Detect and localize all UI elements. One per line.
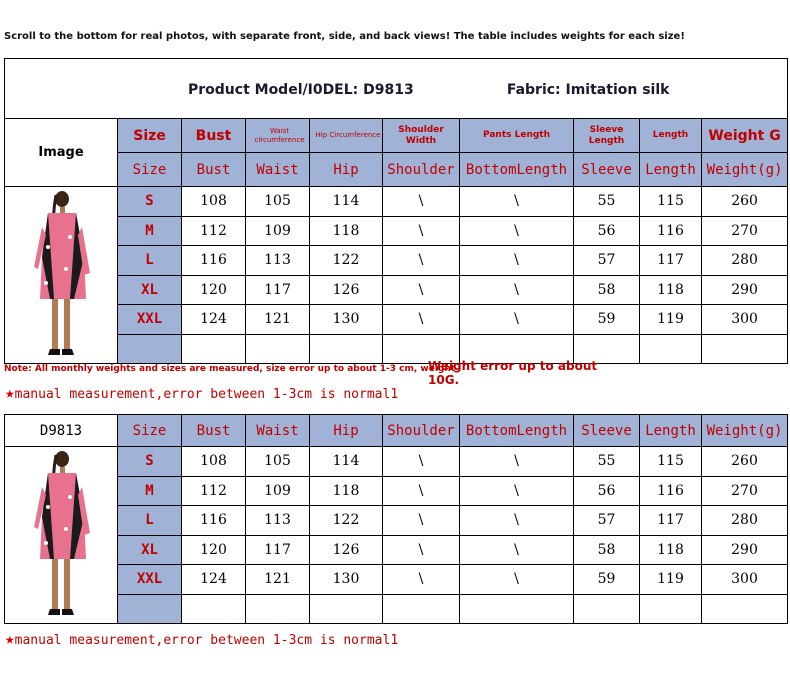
star-icon: ★ (5, 629, 15, 648)
cell-size: L (118, 506, 182, 536)
cell-bust: 124 (182, 565, 246, 595)
cell-size: L (118, 246, 182, 276)
measurement-note: Note: All monthly weights and sizes are measured, size error up to about 1-3 cm, weight (4, 364, 456, 374)
cell-length: 115 (640, 187, 702, 217)
cell-sleeve: 58 (574, 535, 640, 565)
cell-bust: 116 (182, 246, 246, 276)
cell-size: M (118, 476, 182, 506)
cell-waist: 105 (246, 187, 310, 217)
mono-header: Hip (310, 415, 383, 447)
table-row (5, 447, 788, 477)
cell-hip: 114 (310, 187, 383, 217)
cell-sleeve: 58 (574, 275, 640, 305)
cell-size: XL (118, 275, 182, 305)
cell-length: 116 (640, 476, 702, 506)
cell-bust: 120 (182, 535, 246, 565)
cell-waist: 113 (246, 246, 310, 276)
empty-row (5, 334, 788, 364)
manual-note-text: manual measurement,error between 1-3cm is normal1 (14, 387, 399, 402)
cell-hip: 114 (310, 447, 383, 477)
cell-length: 117 (640, 506, 702, 536)
cell-shoulder: \ (383, 187, 460, 217)
cell-bottom: \ (460, 305, 574, 335)
fabric-label: Fabric: Imitation silk (506, 82, 670, 98)
mono-header: Shoulder (383, 153, 460, 187)
cell-weight: 270 (702, 476, 788, 506)
cell-weight: 260 (702, 447, 788, 477)
mono-header: Size (118, 415, 182, 447)
header-length: Length (640, 119, 702, 153)
cell-bottom: \ (460, 246, 574, 276)
cell-bottom: \ (460, 447, 574, 477)
cell-shoulder: \ (383, 506, 460, 536)
cell-shoulder: \ (383, 447, 460, 477)
cell-bottom: \ (460, 216, 574, 246)
mono-header: Length (640, 153, 702, 187)
mono-header: Size (118, 153, 182, 187)
empty-cell (118, 594, 182, 624)
photo-cell (5, 447, 118, 624)
empty-cell (702, 334, 788, 364)
cell-bottom: \ (460, 506, 574, 536)
cell-weight: 280 (702, 246, 788, 276)
cell-weight: 280 (702, 506, 788, 536)
cell-shoulder: \ (383, 565, 460, 595)
manual-note-text: manual measurement,error between 1-3cm is normal1 (14, 633, 399, 648)
cell-sleeve: 56 (574, 476, 640, 506)
cell-bust: 108 (182, 447, 246, 477)
cell-hip: 122 (310, 506, 383, 536)
cell-length: 117 (640, 246, 702, 276)
table-row (5, 246, 788, 276)
empty-cell (246, 594, 310, 624)
empty-cell (702, 594, 788, 624)
cell-bust: 112 (182, 216, 246, 246)
cell-length: 116 (640, 216, 702, 246)
empty-cell (182, 334, 246, 364)
product-model: Product Model/I0DEL: D9813 (188, 82, 414, 98)
cell-shoulder: \ (383, 476, 460, 506)
header-hip: Hip Circumference (310, 119, 383, 153)
cell-hip: 130 (310, 565, 383, 595)
cell-sleeve: 57 (574, 246, 640, 276)
cell-waist: 105 (246, 447, 310, 477)
cell-bottom: \ (460, 275, 574, 305)
mono-header-row (5, 153, 788, 187)
cell-length: 118 (640, 535, 702, 565)
cell-size: S (118, 187, 182, 217)
cell-bottom: \ (460, 476, 574, 506)
header-sleeve: Sleeve Length (574, 119, 640, 153)
mono-header: Length (640, 415, 702, 447)
cell-waist: 117 (246, 275, 310, 305)
cell-hip: 118 (310, 216, 383, 246)
cell-weight: 260 (702, 187, 788, 217)
cell-sleeve: 59 (574, 305, 640, 335)
mono-header: Weight(g) (702, 415, 788, 447)
cell-waist: 113 (246, 506, 310, 536)
empty-cell (640, 594, 702, 624)
cell-hip: 126 (310, 275, 383, 305)
empty-cell (310, 594, 383, 624)
cell-weight: 290 (702, 275, 788, 305)
star-icon: ★ (5, 383, 15, 402)
table-row (5, 565, 788, 595)
cell-bust: 124 (182, 305, 246, 335)
header-weight: Weight G (702, 119, 788, 153)
cell-weight: 300 (702, 565, 788, 595)
table-row (5, 187, 788, 217)
size-chart-table-2 (4, 414, 788, 624)
cell-bottom: \ (460, 565, 574, 595)
manual-note-1 (5, 383, 398, 402)
cell-weight: 290 (702, 535, 788, 565)
empty-cell (383, 594, 460, 624)
table-row (5, 305, 788, 335)
mono-header: Waist (246, 153, 310, 187)
empty-cell (574, 594, 640, 624)
mono-header: Shoulder (383, 415, 460, 447)
cell-length: 119 (640, 305, 702, 335)
cell-bust: 116 (182, 506, 246, 536)
mono-header: Bust (182, 415, 246, 447)
table-row (5, 476, 788, 506)
size-chart-table-1 (4, 58, 788, 364)
cell-shoulder: \ (383, 246, 460, 276)
mono-header: BottomLength (460, 415, 574, 447)
mono-header: BottomLength (460, 153, 574, 187)
header-bust: Bust (182, 119, 246, 153)
cell-bust: 108 (182, 187, 246, 217)
header-pants-length: Pants Length (460, 119, 574, 153)
cell-weight: 270 (702, 216, 788, 246)
header-shoulder: Shoulder Width (383, 119, 460, 153)
cell-size: XXL (118, 565, 182, 595)
cell-waist: 117 (246, 535, 310, 565)
cell-sleeve: 57 (574, 506, 640, 536)
cell-sleeve: 55 (574, 187, 640, 217)
title-row (5, 59, 788, 119)
empty-cell (118, 334, 182, 364)
cell-length: 115 (640, 447, 702, 477)
header-waist: Waist circumference (246, 119, 310, 153)
manual-note-2 (5, 629, 398, 648)
cell-size: S (118, 447, 182, 477)
cell-length: 118 (640, 275, 702, 305)
empty-row (5, 594, 788, 624)
top-note: Scroll to the bottom for real photos, with separate front, side, and back views! The table includes weights for each size! (4, 31, 685, 42)
cell-bottom: \ (460, 535, 574, 565)
mono-header: Waist (246, 415, 310, 447)
cell-length: 119 (640, 565, 702, 595)
cell-waist: 121 (246, 305, 310, 335)
empty-cell (182, 594, 246, 624)
cell-shoulder: \ (383, 275, 460, 305)
image-header: Image (5, 119, 118, 187)
cell-hip: 122 (310, 246, 383, 276)
cell-shoulder: \ (383, 535, 460, 565)
cell-bust: 120 (182, 275, 246, 305)
empty-cell (640, 334, 702, 364)
header-size: Size (118, 119, 182, 153)
cell-bottom: \ (460, 187, 574, 217)
mono-header: Sleeve (574, 153, 640, 187)
mono-header: Hip (310, 153, 383, 187)
cell-waist: 109 (246, 216, 310, 246)
empty-cell (246, 334, 310, 364)
cell-sleeve: 56 (574, 216, 640, 246)
table-row (5, 216, 788, 246)
cell-shoulder: \ (383, 305, 460, 335)
table-row (5, 535, 788, 565)
cell-sleeve: 55 (574, 447, 640, 477)
weight-error-note: Weight error up to about 10G. (428, 359, 598, 387)
cell-shoulder: \ (383, 216, 460, 246)
mono-header: Sleeve (574, 415, 640, 447)
empty-cell (460, 594, 574, 624)
cell-sleeve: 59 (574, 565, 640, 595)
cell-waist: 109 (246, 476, 310, 506)
cell-bust: 112 (182, 476, 246, 506)
cell-waist: 121 (246, 565, 310, 595)
cell-hip: 130 (310, 305, 383, 335)
photo-cell (5, 187, 118, 364)
cell-size: XXL (118, 305, 182, 335)
mono-header: Weight(g) (702, 153, 788, 187)
table-row (5, 275, 788, 305)
cell-weight: 300 (702, 305, 788, 335)
cell-hip: 126 (310, 535, 383, 565)
table-row (5, 506, 788, 536)
model-code: D9813 (5, 415, 118, 447)
empty-cell (310, 334, 383, 364)
model-photo (26, 187, 96, 359)
cell-hip: 118 (310, 476, 383, 506)
mono-header: Bust (182, 153, 246, 187)
model-photo (26, 447, 96, 619)
cell-size: XL (118, 535, 182, 565)
cell-size: M (118, 216, 182, 246)
